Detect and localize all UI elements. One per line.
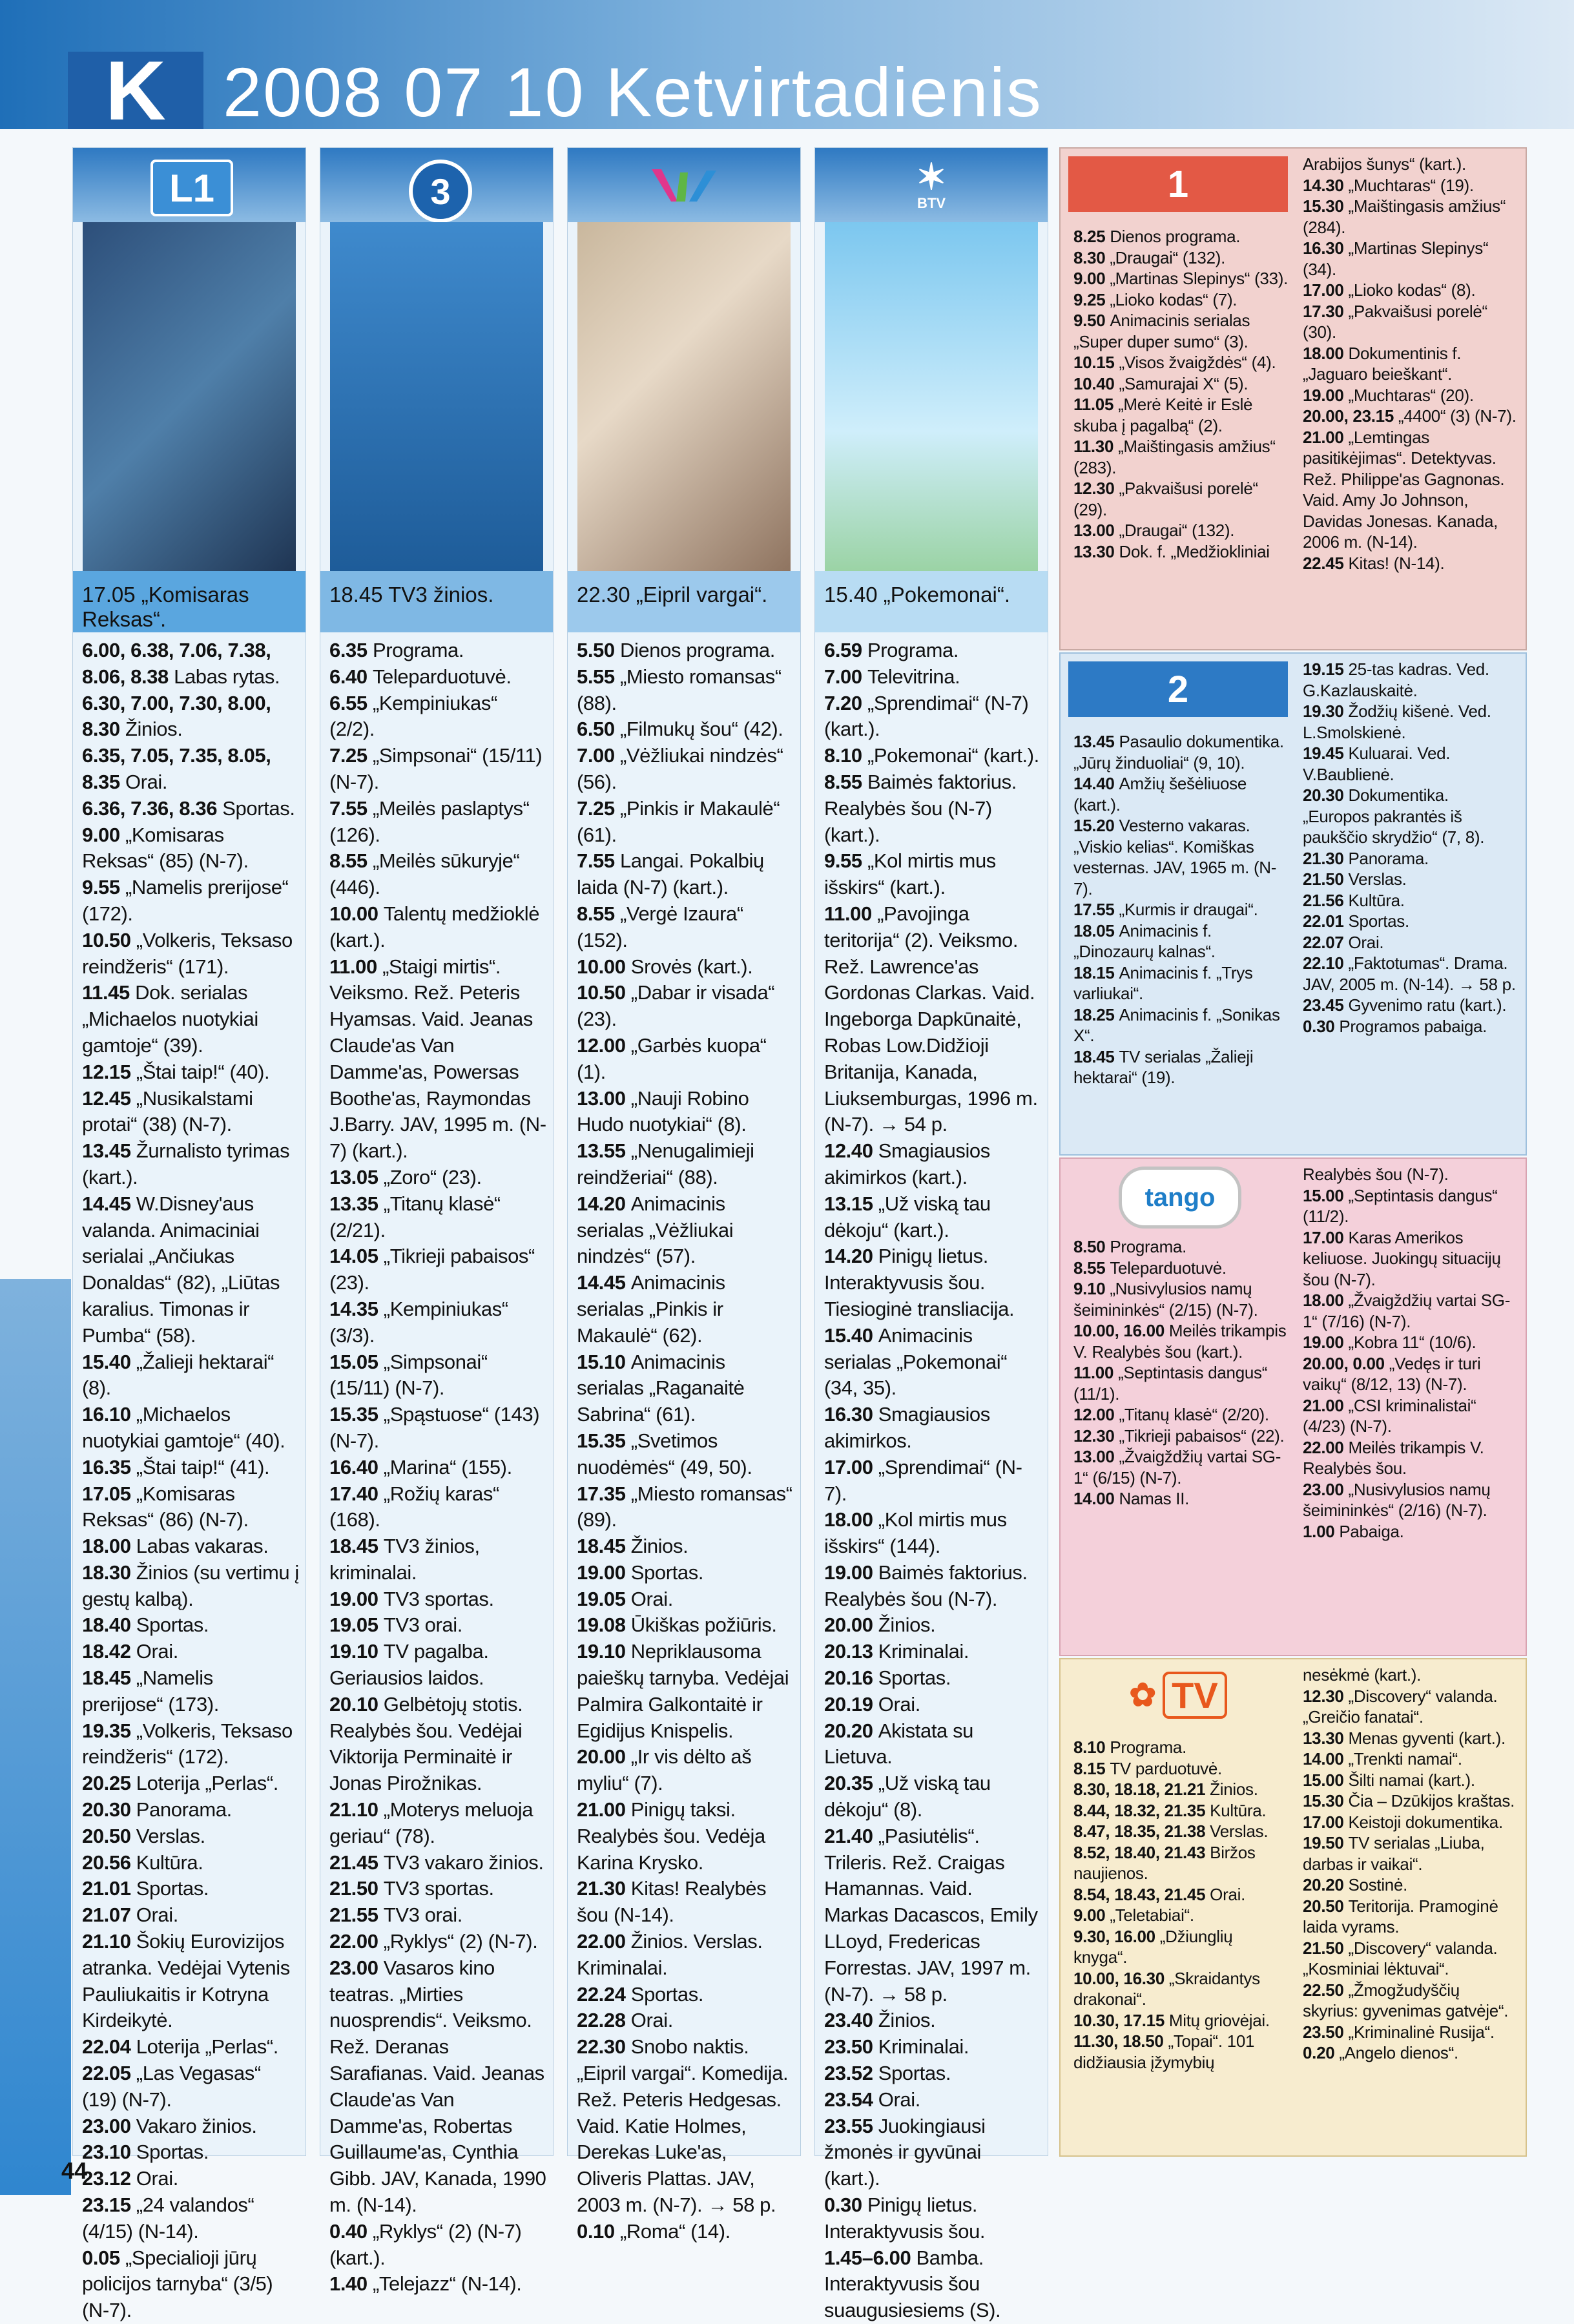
- schedule-item: 17.05 „Komisaras Reksas“ (86) (N-7).: [82, 1482, 249, 1531]
- channel-column-tv3: [320, 147, 554, 2296]
- schedule-item: 16.35 „Štai taip!“ (41).: [82, 1455, 270, 1478]
- schedule-item: 6.59 Programa.: [824, 639, 959, 661]
- schedule-item: 23.50 Kriminalai.: [824, 2035, 969, 2059]
- schedule-list-left: [1073, 1236, 1290, 1510]
- schedule-item: 19.35 „Volkeris, Teksaso reindžeris“ (172).: [82, 1719, 293, 1769]
- schedule-item: 1.40 „Telejazz“ (N-14).: [329, 2272, 522, 2296]
- schedule-item: 22.50 „Žmogžudyščių skyrius: gyvenimas gatvėje“.: [1303, 1980, 1509, 2020]
- schedule-item: 8.10 „Pokemonai“ (kart.).: [824, 744, 1039, 767]
- schedule-item: 21.55 TV3 orai.: [329, 1904, 462, 1927]
- schedule-item: 18.45 TV3 žinios, kriminalai.: [329, 1535, 480, 1584]
- schedule-item: 8.47, 18.35, 21.38 Verslas.: [1073, 1821, 1269, 1841]
- schedule-item: 8.55 „Meilės sūkuryje“ (446).: [329, 849, 520, 899]
- schedule-item: 20.30 Dokumentika. „Europos pakrantės iš paukščio skrydžio“ (7, 8).: [1303, 785, 1485, 847]
- schedule-item: 23.00 Vakaro žinios.: [82, 2114, 257, 2137]
- schedule-item: 13.55 „Nenugalimieji reindžeriai“ (88).: [577, 1139, 754, 1188]
- schedule-item: 22.04 Loterija „Perlas“.: [82, 2035, 279, 2059]
- schedule-item: 20.20 Sostinė.: [1303, 1875, 1408, 1894]
- schedule-item: 18.25 Animacinis f. „Sonikas X“.: [1073, 1004, 1280, 1045]
- schedule-item: 19.10 Nepriklausoma paieškų tarnyba. Vedėjai Palmira Galkontaitė ir Egidijus Knispelis.: [577, 1640, 789, 1742]
- schedule-item: 21.50 „Discovery“ valanda. „Kosminiai lėktuvai“.: [1303, 1938, 1498, 1978]
- schedule-item: 18.15 Animacinis f. „Trys varliukai“.: [1073, 962, 1253, 1003]
- schedule-item: 22.30 Snobo naktis. „Eipril vargai“. Komedija. Rež. Peteris Hedgesas. Vaid. Katie Holmes, Derekas Luke'as, Oliveris Plattas. JAV, 2003 m. (N-7). → 58 p.: [577, 2035, 789, 2217]
- schedule-item: 6.55 „Kempiniukas“ (2/2).: [329, 691, 497, 741]
- schedule-item: 22.00 Žinios. Verslas. Kriminalai.: [577, 1930, 763, 1979]
- schedule-item: 11.00 „Staigi mirtis“. Veiksmo. Rež. Peteris Hyamsas. Vaid. Jeanas Claude'as Van Damme'as, Powersas Boothe'as, Raymondas J.Barry. JAV, 1995 m. (N-7) (kart.).: [329, 955, 546, 1163]
- schedule-item: 19.05 Orai.: [577, 1587, 673, 1610]
- schedule-item: 19.00 Baimės faktorius. Realybės šou (N-7).: [824, 1561, 1028, 1610]
- schedule-item: 21.01 Sportas.: [82, 1877, 209, 1900]
- schedule-item: 17.00 Karas Amerikos keliuose. Juokingų situacijų šou (N-7).: [1303, 1227, 1501, 1289]
- schedule-item: 10.00 Srovės (kart.).: [577, 955, 753, 978]
- channel-box-lietuvos-rytas: [1059, 147, 1527, 650]
- schedule-item: 14.45 Animacinis serialas „Pinkis ir Makaulė“ (62).: [577, 1271, 725, 1347]
- schedule-item: 20.56 Kultūra.: [82, 1851, 203, 1874]
- schedule-item: 9.50 Animacinis serialas „Super duper sumo“ (3).: [1073, 311, 1250, 351]
- schedule-item: 20.00 Žinios.: [824, 1613, 936, 1637]
- left-color-band: [0, 1279, 71, 2195]
- section-letter: K: [68, 52, 203, 129]
- schedule-item: 19.10 TV pagalba. Geriausios laidos.: [329, 1640, 489, 1690]
- schedule-item: 16.30 „Martinas Slepinys“ (34).: [1303, 238, 1489, 279]
- channel-box-ltv2: [1059, 652, 1527, 1156]
- schedule-item: 22.10 „Faktotumas“. Drama. JAV, 2005 m. (N-14). → 58 p.: [1303, 953, 1516, 994]
- schedule-item: 21.10 „Moterys meluoja geriau“ (78).: [329, 1798, 533, 1847]
- schedule-item: 1.00 Pabaiga.: [1303, 1521, 1404, 1541]
- schedule-item: 8.15 TV parduotuvė.: [1073, 1758, 1222, 1778]
- schedule-item: 8.30 „Draugai“ (132).: [1073, 247, 1226, 267]
- schedule-item: 10.00, 16.30 „Skraidantys drakonai“.: [1073, 1968, 1260, 2009]
- schedule-list-right: [1303, 1164, 1519, 1542]
- schedule-item: 14.35 „Kempiniukas“ (3/3).: [329, 1297, 508, 1347]
- schedule-item: 21.00 Pinigų taksi. Realybės šou. Vedėja Karina Krysko.: [577, 1798, 765, 1874]
- schedule-item: 13.30 Dok. f. „Medžiokliniai: [1073, 541, 1270, 561]
- schedule-item: 20.25 Loterija „Perlas“.: [82, 1772, 279, 1795]
- schedule-item: 21.50 TV3 sportas.: [329, 1877, 494, 1900]
- schedule-item: 20.20 Akistata su Lietuva.: [824, 1719, 974, 1769]
- schedule-item: 16.30 Smagiausios akimirkos.: [824, 1403, 990, 1452]
- schedule-item: 6.36, 7.36, 8.36 Sportas.: [82, 796, 295, 820]
- schedule-item: 18.00 „Žvaigždžių vartai SG-1“ (7/16) (N-7).: [1303, 1291, 1511, 1331]
- schedule-item: 10.00, 16.00 Meilės trikampis V. Realybės šou (kart.).: [1073, 1321, 1287, 1362]
- schedule-item: 14.05 „Tikrieji pabaisos“ (23).: [329, 1245, 535, 1294]
- schedule-item: 7.20 „Sprendimai“ (N-7) (kart.).: [824, 691, 1029, 741]
- schedule-item: 9.25 „Lioko kodas“ (7).: [1073, 289, 1237, 309]
- schedule-item: 14.00 Namas II.: [1073, 1489, 1190, 1508]
- schedule-item: 15.40 Animacinis serialas „Pokemonai“ (34, 35).: [824, 1323, 1008, 1400]
- schedule-item: 12.15 „Štai taip!“ (40).: [82, 1060, 270, 1083]
- schedule-item: 19.45 Kuluarai. Ved. V.Baublienė.: [1303, 743, 1451, 784]
- schedule-item: 21.07 Orai.: [82, 1904, 178, 1927]
- schedule-list: [577, 638, 794, 2245]
- schedule-item: 13.45 Pasaulio dokumentika. „Jūrų žinduoliai“ (9, 10).: [1073, 732, 1284, 773]
- schedule-item: Realybės šou (N-7).: [1303, 1165, 1449, 1184]
- schedule-item: 23.45 Gyvenimo ratu (kart.).: [1303, 995, 1507, 1015]
- schedule-item: 14.40 Amžių šešėliuose (kart.).: [1073, 774, 1247, 814]
- schedule-item: 17.30 „Pakvaišusi porelė“ (30).: [1303, 301, 1487, 342]
- channel-logo-bar: [815, 148, 1048, 222]
- schedule-item: 13.05 „Zoro“ (23).: [329, 1165, 482, 1188]
- schedule-item: 15.10 Animacinis serialas „Raganaitė Sabrina“ (61).: [577, 1350, 745, 1426]
- schedule-item: 7.55 „Meilės paslaptys“ (126).: [329, 796, 530, 846]
- schedule-item: 21.10 Šokių Eurovizijos atranka. Vedėjai Vytenis Pauliukaitis ir Kotryna Kirdeikytė.: [82, 1930, 290, 2032]
- schedule-item: Arabijos šunys“ (kart.).: [1303, 154, 1466, 174]
- schedule-item: 13.00 „Draugai“ (132).: [1073, 521, 1235, 540]
- schedule-item: 18.40 Sportas.: [82, 1613, 209, 1637]
- schedule-list: [824, 638, 1041, 2324]
- schedule-item: 10.50 „Volkeris, Teksaso reindžeris“ (171).: [82, 928, 293, 978]
- schedule-item: 5.50 Dienos programa.: [577, 639, 775, 661]
- schedule-item: 23.40 Žinios.: [824, 2009, 936, 2032]
- schedule-item: 8.10 Programa.: [1073, 1738, 1187, 1757]
- schedule-item: 22.07 Orai.: [1303, 932, 1384, 952]
- schedule-item: 14.20 Animacinis serialas „Vėžliukai nindzės“ (57).: [577, 1192, 734, 1268]
- schedule-item: 7.55 Langai. Pokalbių laida (N-7) (kart.).: [577, 849, 764, 899]
- schedule-item: 0.40 „Ryklys“ (2) (N-7) (kart.).: [329, 2219, 522, 2269]
- schedule-item: 19.00 „Kobra 11“ (10/6).: [1303, 1333, 1476, 1352]
- schedule-item: 19.15 25-tas kadras. Ved. G.Kazlauskaitė.: [1303, 659, 1489, 700]
- schedule-item: 19.00 Sportas.: [577, 1561, 704, 1584]
- schedule-item: 9.00 „Martinas Slepinys“ (33).: [1073, 269, 1289, 288]
- channel-column-lnk: [567, 147, 801, 2243]
- schedule-item: 15.00 Šilti namai (kart.).: [1303, 1770, 1475, 1790]
- program-photo: [577, 222, 791, 571]
- schedule-item: 6.35 Programa.: [329, 639, 464, 661]
- program-photo: [330, 222, 543, 571]
- schedule-item: 18.42 Orai.: [82, 1640, 178, 1663]
- schedule-item: 18.00 Labas vakaras.: [82, 1535, 269, 1558]
- schedule-item: 13.00 „Nauji Robino Hudo nuotykiai“ (8).: [577, 1086, 749, 1136]
- schedule-item: 22.05 „Las Vegasas“ (19) (N-7).: [82, 2062, 261, 2111]
- schedule-item: 18.45 Žinios.: [577, 1535, 689, 1558]
- schedule-item: 22.28 Orai.: [577, 2009, 673, 2032]
- schedule-item: 19.00 TV3 sportas.: [329, 1587, 494, 1610]
- channel-column-lrt: [72, 147, 306, 2322]
- schedule-item: 15.35 „Svetimos nuodėmės“ (49, 50).: [577, 1429, 752, 1478]
- schedule-item: 8.55 Baimės faktorius. Realybės šou (N-7) (kart.).: [824, 770, 1017, 846]
- schedule-item: 20.35 „Už viską tau dėkoju“ (8).: [824, 1772, 991, 1821]
- schedule-item: 15.40 „Žalieji hektarai“ (8).: [82, 1350, 274, 1400]
- schedule-item: 11.00 „Septintasis dangus“ (11/1).: [1073, 1363, 1268, 1404]
- lrt-logo-icon: L1: [150, 160, 233, 216]
- schedule-item: 20.16 Sportas.: [824, 1666, 951, 1690]
- schedule-item: 15.30 „Maištingasis amžius“ (284).: [1303, 196, 1506, 237]
- schedule-item: 9.55 „Namelis prerijose“ (172).: [82, 876, 289, 925]
- schedule-item: 7.00 Televitrina.: [824, 665, 960, 688]
- page-number: 44: [61, 2157, 88, 2184]
- schedule-item: 21.30 Kitas! Realybės šou (N-14).: [577, 1877, 767, 1927]
- schedule-item: 11.05 „Merė Keitė ir Eslė skuba į pagalbą“ (2).: [1073, 395, 1253, 435]
- schedule-item: 6.40 Teleparduotuvė.: [329, 665, 512, 688]
- btv-logo-icon: ✶ BTV: [916, 156, 947, 211]
- schedule-list-left: [1073, 226, 1290, 562]
- schedule-item: 9.00 „Teletabiai“.: [1073, 1905, 1194, 1925]
- schedule-item: 20.10 Gelbėtojų stotis. Realybės šou. Vedėjai Viktorija Perminaitė ir Jonas Pirožnikas.: [329, 1692, 523, 1795]
- schedule-item: 21.50 Verslas.: [1303, 869, 1407, 889]
- schedule-item: 21.40 „Pasiutėlis“. Trileris. Rež. Craigas Hamannas. Vaid. Markas Dacascos, Emily LLoyd, Fredericas Forrestas. JAV, 1997 m. (N-7). → 58 p.: [824, 1824, 1038, 2006]
- channel-2-logo-icon: 2: [1068, 661, 1288, 717]
- schedule-item: 19.50 TV serialas „Liuba, darbas ir vaikai“.: [1303, 1833, 1485, 1874]
- schedule-item: 23.54 Orai.: [824, 2088, 920, 2111]
- schedule-item: 23.55 Juokingiausi žmonės ir gyvūnai (kart.).: [824, 2114, 986, 2190]
- schedule-list-left: [1073, 731, 1290, 1088]
- schedule-item: 0.05 „Specialioji jūrų policijos tarnyba“ (3/5) (N-7).: [82, 2246, 273, 2322]
- schedule-item: 12.45 „Nusikalstami protai“ (38) (N-7).: [82, 1086, 253, 1136]
- schedule-item: 7.25 „Pinkis ir Makaulė“ (61).: [577, 796, 780, 846]
- schedule-item: 0.30 Pinigų lietus. Interaktyvusis šou.: [824, 2194, 986, 2243]
- schedule-item: 15.20 Vesterno vakaras. „Viskio kelias“. Komiškas vesternas. JAV, 1965 m. (N-7).: [1073, 816, 1277, 898]
- schedule-item: 9.10 „Nusivylusios namų šeimininkės“ (2/15) (N-7).: [1073, 1279, 1258, 1320]
- schedule-item: 8.54, 18.43, 21.45 Orai.: [1073, 1884, 1245, 1904]
- schedule-item: 12.00 „Titanų klasė“ (2/20).: [1073, 1405, 1269, 1424]
- schedule-item: 13.35 „Titanų klasė“ (2/21).: [329, 1192, 501, 1241]
- schedule-item: 23.52 Sportas.: [824, 2062, 951, 2085]
- channel-box-lietuvos-tv: [1059, 1658, 1527, 2157]
- schedule-item: 22.00 „Ryklys“ (2) (N-7).: [329, 1930, 538, 1953]
- schedule-item: 21.00 „Lemtingas pasitikėjimas“. Detektyvas. Rež. Philippe'as Gagnonas. Vaid. Amy Jo Johnson, Davidas Jonesas. Kanada, 2006 m. (N-14).: [1303, 427, 1505, 552]
- schedule-item: 9.55 „Kol mirtis mus išskirs“ (kart.).: [824, 849, 996, 899]
- schedule-item: 8.50 Programa.: [1073, 1237, 1187, 1256]
- schedule-item: 16.40 „Marina“ (155).: [329, 1455, 512, 1478]
- schedule-item: 19.05 TV3 orai.: [329, 1613, 462, 1637]
- schedule-item: 7.00 „Vėžliukai nindzės“ (56).: [577, 744, 783, 793]
- schedule-list: [329, 638, 546, 2298]
- schedule-item: 9.00 „Komisaras Reksas“ (85) (N-7).: [82, 823, 249, 873]
- schedule-item: 16.10 „Michaelos nuotykiai gamtoje“ (40).: [82, 1403, 285, 1452]
- schedule-item: 7.25 „Simpsonai“ (15/11) (N-7).: [329, 744, 543, 793]
- schedule-item: 21.30 Panorama.: [1303, 848, 1429, 868]
- schedule-item: 8.25 Dienos programa.: [1073, 227, 1241, 246]
- schedule-item: 8.55 Teleparduotuvė.: [1073, 1258, 1227, 1278]
- schedule-item: 11.00 „Pavojinga teritorija“ (2). Veiksmo. Rež. Lawrence'as Gordonas Clarkas. Vaid. Ingeborga Dapkūnaitė, Robas Low.Didžioji Britanija, Kanada, Liuksemburgas, 1996 m. (N-7). → 54 p.: [824, 902, 1038, 1136]
- lietuvos-tv-logo-icon: ✿ TV: [1068, 1667, 1288, 1723]
- schedule-item: 11.30 „Maištingasis amžius“ (283).: [1073, 437, 1276, 477]
- schedule-item: 17.55 „Kurmis ir draugai“.: [1073, 900, 1258, 919]
- schedule-item: 23.12 Orai.: [82, 2167, 178, 2190]
- schedule-item: 6.50 „Filmukų šou“ (42).: [577, 718, 783, 741]
- highlight-program: 15.40 „Pokemonai“.: [815, 571, 1048, 632]
- tango-logo-icon: tango: [1119, 1167, 1241, 1229]
- schedule-item: 22.00 Meilės trikampis V. Realybės šou.: [1303, 1437, 1484, 1478]
- schedule-item: 22.24 Sportas.: [577, 1982, 704, 2006]
- schedule-item: 14.45 W.Disney'aus valanda. Animaciniai serialai „Ančiukas Donaldas“ (82), „Liūtas karalius. Timonas ir Pumba“ (58).: [82, 1192, 280, 1347]
- schedule-item: 18.00 „Kol mirtis mus išskirs“ (144).: [824, 1508, 1007, 1558]
- schedule-item: nesėkmė (kart.).: [1303, 1665, 1422, 1685]
- schedule-item: 5.55 „Miesto romansas“ (88).: [577, 665, 782, 714]
- schedule-item: 8.30, 18.18, 21.21 Žinios.: [1073, 1779, 1258, 1799]
- schedule-item: 12.30 „Tikrieji pabaisos“ (22).: [1073, 1426, 1285, 1446]
- schedule-item: 20.00, 0.00 „Vedęs ir turi vaikų“ (8/12, 13) (N-7).: [1303, 1353, 1481, 1394]
- schedule-item: 12.30 „Pakvaišusi porelė“ (29).: [1073, 479, 1258, 519]
- schedule-item: 15.35 „Spąstuose“ (143) (N-7).: [329, 1403, 540, 1452]
- schedule-item: 6.30, 7.00, 7.30, 8.00, 8.30 Žinios.: [82, 691, 271, 741]
- schedule-item: 23.00 Vasaros kino teatras. „Mirties nuosprendis“. Veiksmo. Rež. Deranas Sarafianas. Vaid. Jeanas Claude'as Van Damme'as, Robertas Guillaume'as, Cynthia Gibb. JAV, Kanada, 1990 m. (N-14).: [329, 1956, 546, 2217]
- schedule-item: 15.00 „Septintasis dangus“ (11/2).: [1303, 1185, 1498, 1226]
- schedule-item: 22.45 Kitas! (N-14).: [1303, 553, 1445, 573]
- schedule-list-right: [1303, 659, 1519, 1037]
- schedule-item: 20.00 „Ir vis dėlto aš myliu“ (7).: [577, 1745, 752, 1795]
- schedule-item: 1.45–6.00 Bamba. Interaktyvusis šou suaugusiesiems (S).: [824, 2246, 1001, 2322]
- schedule-item: 17.00 „Sprendimai“ (N-7).: [824, 1455, 1022, 1505]
- schedule-item: 17.35 „Miesto romansas“ (89).: [577, 1482, 792, 1531]
- schedule-item: 6.35, 7.05, 7.35, 8.05, 8.35 Orai.: [82, 744, 271, 793]
- schedule-item: 20.19 Orai.: [824, 1692, 920, 1716]
- schedule-item: 14.30 „Muchtaras“ (19).: [1303, 175, 1474, 195]
- channel-box-tango: [1059, 1157, 1527, 1656]
- schedule-item: 8.44, 18.32, 21.35 Kultūra.: [1073, 1800, 1267, 1820]
- schedule-item: 10.15 „Visos žvaigždės“ (4).: [1073, 353, 1276, 372]
- schedule-item: 13.00 „Žvaigždžių vartai SG-1“ (6/15) (N-7).: [1073, 1447, 1281, 1488]
- highlight-program: 18.45 TV3 žinios.: [320, 571, 553, 632]
- tv3-logo-icon: 3: [409, 160, 472, 223]
- schedule-item: 19.00 „Muchtaras“ (20).: [1303, 385, 1474, 405]
- schedule-item: 15.05 „Simpsonai“ (15/11) (N-7).: [329, 1350, 488, 1400]
- schedule-item: 8.55 „Vergė Izaura“ (152).: [577, 902, 743, 951]
- channel-column-btv: [814, 147, 1048, 2322]
- schedule-item: 21.00 „CSI kriminalistai“ (4/23) (N-7).: [1303, 1395, 1476, 1436]
- schedule-item: 10.40 „Samurajai X“ (5).: [1073, 373, 1248, 393]
- schedule-item: 11.45 Dok. serialas „Michaelos nuotykiai gamtoje“ (39).: [82, 981, 258, 1057]
- schedule-item: 21.56 Kultūra.: [1303, 890, 1405, 910]
- schedule-item: 17.00 Keistoji dokumentika.: [1303, 1812, 1503, 1832]
- schedule-item: 23.00 „Nusivylusios namų šeimininkės“ (2/16) (N-7).: [1303, 1479, 1491, 1520]
- schedule-item: 12.40 Smagiausios akimirkos (kart.).: [824, 1139, 990, 1188]
- lnk-logo-icon: [645, 160, 723, 211]
- schedule-item: 19.08 Ūkiškas požiūris.: [577, 1613, 777, 1637]
- schedule-item: 9.30, 16.00 „Džiunglių knyga“.: [1073, 1926, 1233, 1967]
- highlight-program: 22.30 „Eipril vargai“.: [568, 571, 800, 632]
- schedule-item: 20.50 Verslas.: [82, 1824, 205, 1847]
- channel-logo-bar: [73, 148, 305, 222]
- schedule-item: 10.00 Talentų medžioklė (kart.).: [329, 902, 540, 951]
- schedule-list-right: [1303, 1665, 1519, 2064]
- schedule-item: 23.50 „Kriminalinė Rusija“.: [1303, 2022, 1495, 2042]
- schedule-item: 14.20 Pinigų lietus. Interaktyvusis šou. Tiesioginė transliacija.: [824, 1245, 1015, 1320]
- schedule-list-right: [1303, 154, 1519, 574]
- schedule-item: 17.40 „Rožių karas“ (168).: [329, 1482, 499, 1531]
- schedule-item: 17.00 „Lioko kodas“ (8).: [1303, 280, 1476, 300]
- schedule-item: 13.30 Menas gyventi (kart.).: [1303, 1728, 1506, 1748]
- schedule-item: 20.00, 23.15 „4400“ (3) (N-7).: [1303, 406, 1517, 426]
- schedule-item: 23.10 Sportas.: [82, 2141, 209, 2164]
- page-title: 2008 07 10 Ketvirtadienis: [223, 53, 1042, 131]
- schedule-item: 18.05 Animacinis f. „Dinozaurų kalnas“.: [1073, 920, 1216, 961]
- program-photo: [825, 222, 1038, 571]
- schedule-item: 18.00 Dokumentinis f. „Jaguaro beieškant“.: [1303, 343, 1462, 384]
- schedule-item: 6.00, 6.38, 7.06, 7.38, 8.06, 8.38 Labas rytas.: [82, 639, 280, 688]
- schedule-item: 15.30 Čia – Dzūkijos kraštas.: [1303, 1791, 1515, 1810]
- schedule-item: 12.00 „Garbės kuopa“ (1).: [577, 1033, 767, 1083]
- schedule-item: 0.10 „Roma“ (14).: [577, 2219, 730, 2243]
- schedule-item: 18.30 Žinios (su vertimu į gestų kalbą).: [82, 1561, 299, 1610]
- schedule-item: 20.13 Kriminalai.: [824, 1640, 969, 1663]
- schedule-list-left: [1073, 1737, 1290, 2073]
- schedule-item: 20.50 Teritorija. Pramoginė laida vyrams.: [1303, 1896, 1498, 1936]
- schedule-item: 21.45 TV3 vakaro žinios.: [329, 1851, 544, 1874]
- schedule-item: 10.30, 17.15 Mitų griovėjai.: [1073, 2010, 1270, 2030]
- schedule-item: 23.15 „24 valandos“ (4/15) (N-14).: [82, 2194, 254, 2243]
- schedule-item: 11.30, 18.50 „Topai“. 101 didžiausia įžymybių: [1073, 2031, 1255, 2072]
- schedule-item: 20.30 Panorama.: [82, 1798, 232, 1821]
- schedule-item: 18.45 „Namelis prerijose“ (173).: [82, 1666, 220, 1716]
- schedule-item: 0.20 „Angelo dienos“.: [1303, 2043, 1458, 2062]
- channel-logo-bar: [320, 148, 553, 222]
- schedule-item: 13.45 Žurnalisto tyrimas (kart.).: [82, 1139, 290, 1188]
- schedule-item: 19.30 Žodžių kišenė. Ved. L.Smolskienė.: [1303, 701, 1491, 742]
- channel-logo-bar: [568, 148, 800, 222]
- channel-1-logo-icon: 1: [1068, 156, 1288, 212]
- schedule-item: 22.01 Sportas.: [1303, 911, 1409, 931]
- schedule-item: 14.00 „Trenkti namai“.: [1303, 1749, 1462, 1769]
- schedule-item: 10.50 „Dabar ir visada“ (23).: [577, 981, 775, 1031]
- highlight-program: 17.05 „Komisaras Reksas“.: [73, 571, 305, 632]
- schedule-list: [82, 638, 299, 2324]
- program-photo: [83, 222, 296, 571]
- schedule-item: 13.15 „Už viską tau dėkoju“ (kart.).: [824, 1192, 991, 1241]
- schedule-item: 8.52, 18.40, 21.43 Biržos naujienos.: [1073, 1842, 1256, 1883]
- schedule-item: 18.45 TV serialas „Žalieji hektarai“ (19).: [1073, 1046, 1254, 1087]
- schedule-item: 0.30 Programos pabaiga.: [1303, 1016, 1487, 1036]
- schedule-item: 12.30 „Discovery“ valanda. „Greičio fanatai“.: [1303, 1686, 1498, 1727]
